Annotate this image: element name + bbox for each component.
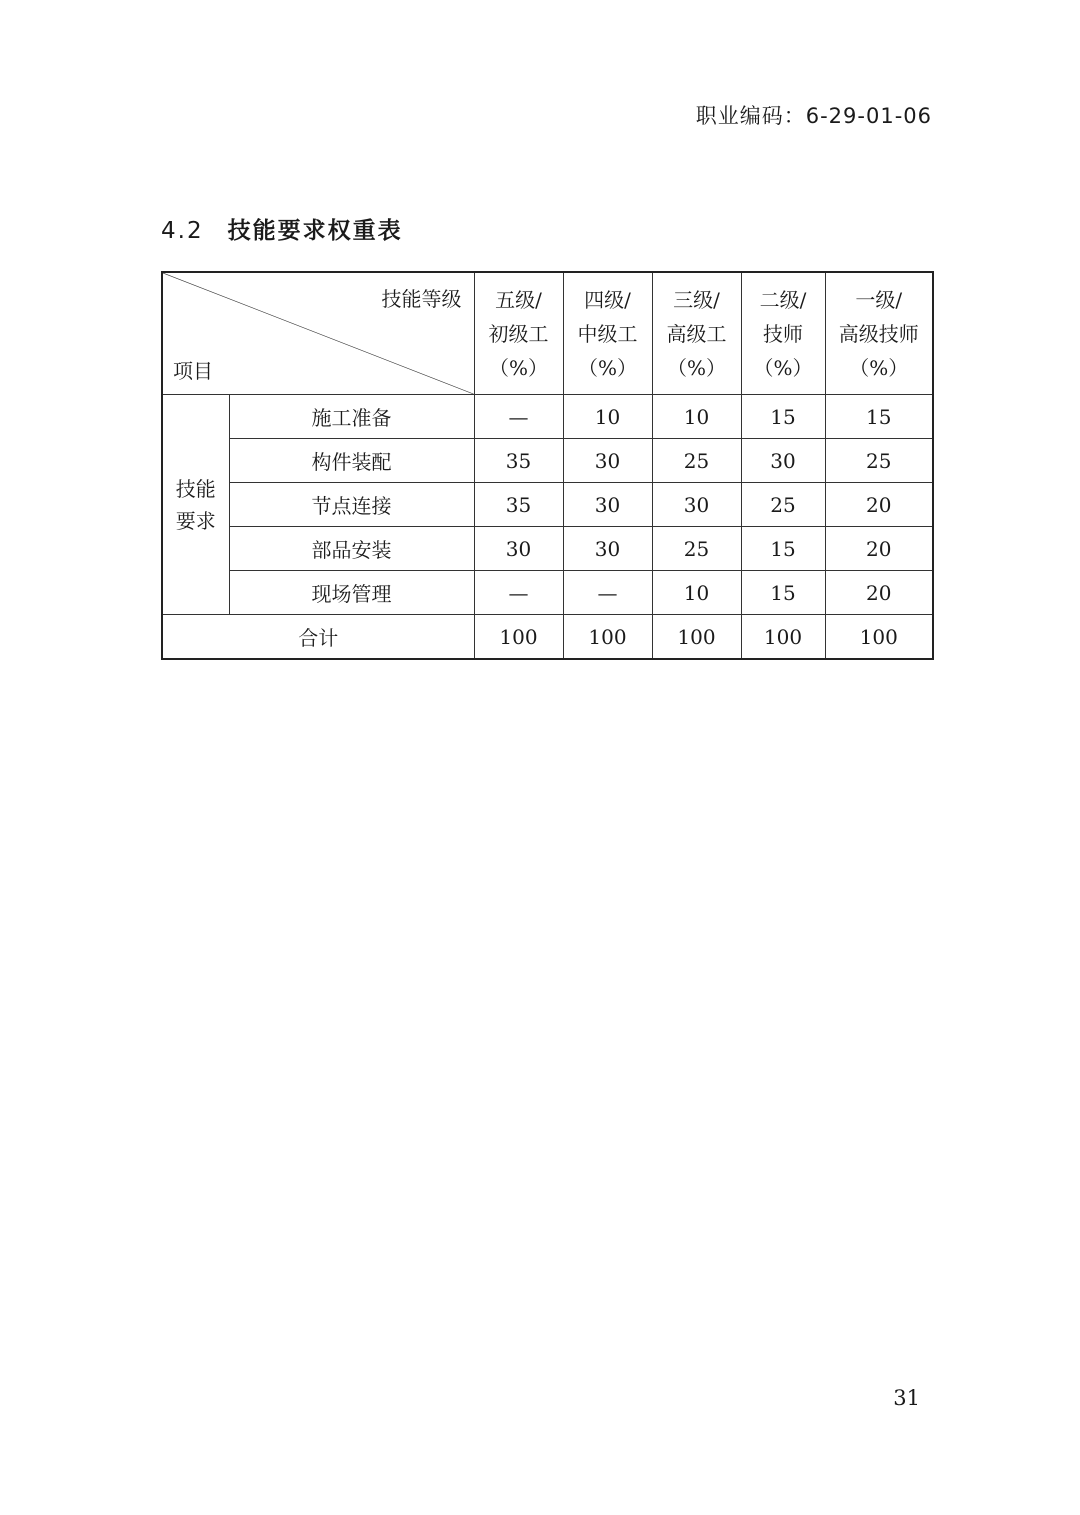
- table-cell: 25: [825, 439, 933, 483]
- level-line1: 三级/: [673, 287, 720, 312]
- section-heading: [161, 212, 403, 245]
- table-cell: 10: [652, 571, 741, 615]
- level-unit: （%）: [488, 355, 548, 380]
- skill-weight-table: [161, 271, 934, 660]
- table-cell: 25: [741, 483, 825, 527]
- corner-header-cell: [162, 272, 474, 395]
- level-line2: 技师: [763, 321, 803, 346]
- level-header: [825, 272, 933, 395]
- level-line1: 五级/: [495, 287, 542, 312]
- table-cell: 15: [741, 527, 825, 571]
- level-line1: 二级/: [759, 287, 807, 312]
- level-line2: 高级技师: [838, 321, 919, 346]
- level-header: [652, 272, 741, 395]
- table-cell: 30: [741, 439, 825, 483]
- group-label-cell: [162, 395, 229, 615]
- total-label: 合计: [162, 615, 474, 660]
- table-cell: 30: [474, 527, 563, 571]
- table-row: [162, 483, 933, 527]
- item-name: 部品安装: [229, 527, 474, 571]
- level-unit: （%）: [849, 355, 909, 380]
- table-cell: —: [474, 571, 563, 615]
- total-cell: 100: [563, 615, 652, 660]
- table-header-row: [162, 272, 933, 395]
- level-unit: （%）: [753, 355, 813, 380]
- total-cell: 100: [474, 615, 563, 660]
- table-cell: 20: [825, 483, 933, 527]
- table-cell: 25: [652, 439, 741, 483]
- table-cell: 35: [474, 483, 563, 527]
- level-line1: 一级/: [855, 287, 903, 312]
- level-line1: 四级/: [584, 287, 631, 312]
- level-header: [563, 272, 652, 395]
- table-cell: —: [563, 571, 652, 615]
- item-name: 现场管理: [229, 571, 474, 615]
- table-cell: 15: [741, 395, 825, 439]
- section-number: 4.2: [161, 218, 204, 244]
- table-cell: 30: [563, 527, 652, 571]
- total-cell: 100: [741, 615, 825, 660]
- table-cell: 30: [563, 483, 652, 527]
- level-header: [474, 272, 563, 395]
- table-cell: 20: [825, 571, 933, 615]
- page-number: 31: [893, 1386, 920, 1410]
- total-cell: 100: [652, 615, 741, 660]
- total-row: [162, 615, 933, 660]
- table-cell: 10: [652, 395, 741, 439]
- table-cell: 10: [563, 395, 652, 439]
- table-row: [162, 571, 933, 615]
- item-name: 构件装配: [229, 439, 474, 483]
- corner-label-skill-level: 技能等级: [381, 287, 462, 311]
- section-title: 技能要求权重表: [227, 218, 403, 244]
- corner-label-item: 项目: [173, 359, 213, 383]
- level-unit: （%）: [577, 355, 637, 380]
- table-cell: 25: [652, 527, 741, 571]
- table-cell: 15: [825, 395, 933, 439]
- level-unit: （%）: [666, 355, 726, 380]
- table-row: [162, 439, 933, 483]
- table-cell: 15: [741, 571, 825, 615]
- level-line2: 中级工: [577, 321, 638, 346]
- table-row: [162, 395, 933, 439]
- group-label-line2: 要求: [175, 508, 216, 533]
- total-cell: 100: [825, 615, 933, 660]
- group-label-line1: 技能: [175, 476, 216, 501]
- occupation-code: 职业编码：6-29-01-06: [695, 104, 932, 128]
- table-row: [162, 527, 933, 571]
- table-cell: —: [474, 395, 563, 439]
- level-line2: 初级工: [488, 321, 549, 346]
- item-name: 施工准备: [229, 395, 474, 439]
- table-cell: 30: [652, 483, 741, 527]
- item-name: 节点连接: [229, 483, 474, 527]
- level-line2: 高级工: [666, 321, 727, 346]
- table-cell: 35: [474, 439, 563, 483]
- table-cell: 20: [825, 527, 933, 571]
- level-header: [741, 272, 825, 395]
- table-cell: 30: [563, 439, 652, 483]
